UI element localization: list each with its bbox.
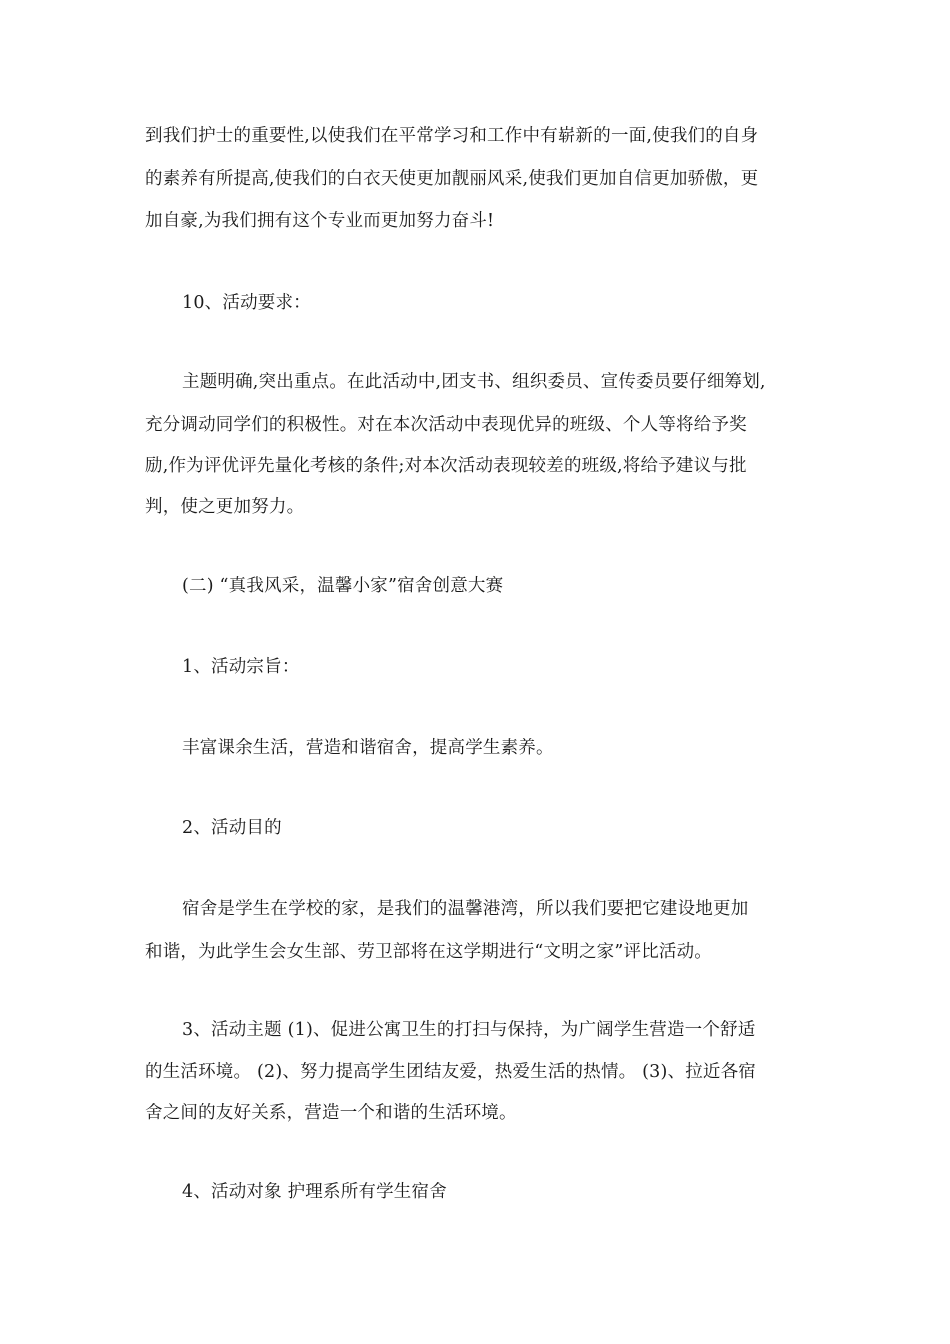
section-heading: 2、活动目的 xyxy=(182,818,282,838)
paragraph-line: 判，使之更加努力。 xyxy=(145,497,305,517)
paragraph-line: 的生活环境。 (2)、努力提高学生团结友爱，热爱生活的热情。 (3)、拉近各宿 xyxy=(145,1062,757,1082)
paragraph-line: 4、活动对象 护理系所有学生宿舍 xyxy=(182,1182,447,1202)
paragraph-line: 充分调动同学们的积极性。对在本次活动中表现优异的班级、个人等将给予奖 xyxy=(145,415,747,435)
paragraph-line: 主题明确,突出重点。在此活动中,团支书、组织委员、宣传委员要仔细筹划, xyxy=(182,372,766,392)
paragraph-line: 加自豪,为我们拥有这个专业而更加努力奋斗! xyxy=(145,211,495,231)
paragraph-line: 宿舍是学生在学校的家，是我们的温馨港湾，所以我们要把它建设地更加 xyxy=(182,899,749,919)
paragraph-line: 3、活动主题 (1)、促进公寓卫生的打扫与保持，为广阔学生营造一个舒适 xyxy=(182,1020,756,1040)
paragraph-line: 和谐，为此学生会女生部、劳卫部将在这学期进行“文明之家”评比活动。 xyxy=(145,942,712,962)
section-heading: (二) “真我风采，温馨小家”宿舍创意大赛 xyxy=(182,576,504,596)
paragraph-line: 舍之间的友好关系，营造一个和谐的生活环境。 xyxy=(145,1103,517,1123)
paragraph-line: 励,作为评优评先量化考核的条件;对本次活动表现较差的班级,将给予建议与批 xyxy=(145,456,747,476)
section-heading: 10、活动要求： xyxy=(182,293,311,313)
paragraph-line: 丰富课余生活，营造和谐宿舍，提高学生素养。 xyxy=(182,738,554,758)
paragraph-line: 的素养有所提高,使我们的白衣天使更加靓丽风采,使我们更加自信更加骄傲，更 xyxy=(145,169,759,189)
paragraph-line: 到我们护士的重要性,以使我们在平常学习和工作中有崭新的一面,使我们的自身 xyxy=(145,126,759,146)
section-heading: 1、活动宗旨： xyxy=(182,657,300,677)
